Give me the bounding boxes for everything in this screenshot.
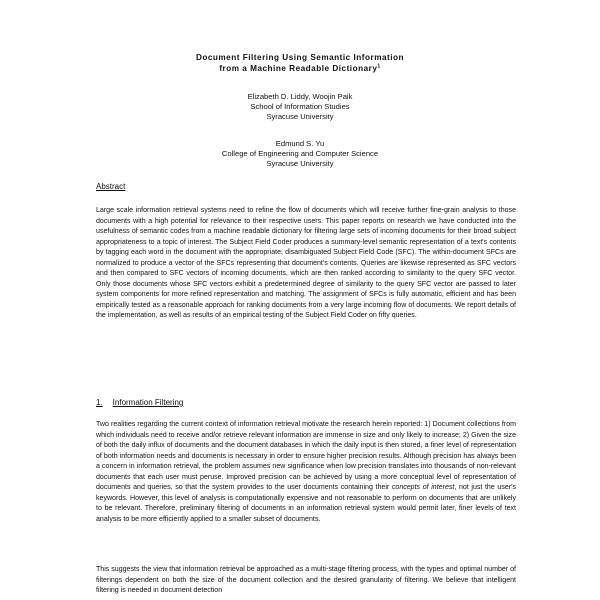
author-block-2 [150,139,450,169]
title-line-2 [120,63,480,74]
title-footnote-mark: 1 [377,63,381,70]
author-name: Edmund S. Yu [275,139,325,148]
author-block-1 [150,92,450,122]
section-1-paragraph-1 [96,420,516,525]
section-1-heading [96,398,183,408]
author-university: Syracuse University [266,159,334,168]
author-names: Elizabeth D. Liddy, Woojin Paik [247,92,353,101]
paragraph-text-start: Two realities regarding the current context of information retrieval motivate the research herein reported: 1) Document collections from which individuals need to receive and/or retrieve relevant information are immense in size and only likely to increase; 2) Given the size of both the daily influx of documents and the document databases in which the daily input is then stored, a finer level of representation of both information needs and documents is necessary in order to ensure higher precision results. Although precision has always been a concern in information retrieval, the problem assumes new significance when low precision translates into thousands of non-relevant documents that each user must peruse. Improved precision can be achieved by using a more conceptual level of representation of documents and queries, so that the system provides to the user documents containing their [96,421,516,491]
author-department: School of Information Studies [250,102,350,111]
section-number: 1. [96,398,103,407]
author-department: College of Engineering and Computer Science [221,149,379,158]
section-title: Information Filtering [112,398,184,407]
paper-title [120,52,480,74]
paragraph-text-end: , not just the user's keywords. However, this level of analysis is computationally expensive and not reasonable to perform on documents that are unlikely to be relevant. Therefore, preliminary filtering of documents in an information retrieval system would permit later, finer levels of text analysis to be more efficiently applied to a smaller subset of documents. [96,484,516,523]
abstract-heading: Abstract [96,182,126,191]
title-line-2-text: from a Machine Readable Dictionary [219,64,378,73]
abstract-text: Large scale information retrieval systems need to refine the flow of documents which will receive further fine-grain analysis to those documents with a high potential for relevance to their respective users. This paper reports on research we have conducted into the usefulness of semantic codes from a machine readable dictionary for filtering large sets of incoming documents for their broad subject appropriateness to a topic of interest. The Subject Field Coder produces a summary-level semantic representation of a text's contents by tagging each word in the document with the appropriate, disambiguated Subject Field Code (SFC). The within-document SFCs are normalized to produce a vector of the SFCs representing that document's contents. Queries are likewise represented as SFC vectors and then compared to SFC vectors of incoming documents, which are then ranked according to similarity to the query SFC vector. Only those documents whose SFC vectors exhibit a predetermined degree of similarity to the query SFC vector are passed to later system components for more refined representation and matching. The assignment of SFCs is fully automatic, efficient and has been empirically tested as a reasonable approach for ranking documents from a very large incoming flow of documents. We report details of the implementation, as well as results of an empirical testing of the Subject Field Coder on fifty queries. [96,207,516,319]
author-university: Syracuse University [266,112,334,121]
title-line-1: Document Filtering Using Semantic Information [195,53,405,62]
section-1-paragraph-2: This suggests the view that information retrieval be approached as a multi-stage filtering process, with the types and optimal number of filterings dependent on both the size of the document collection and the desired granularity of filtering. We believe that intelligent filtering is needed in document detection [96,566,516,594]
paragraph-italic-phrase: concepts of interest [391,484,455,491]
